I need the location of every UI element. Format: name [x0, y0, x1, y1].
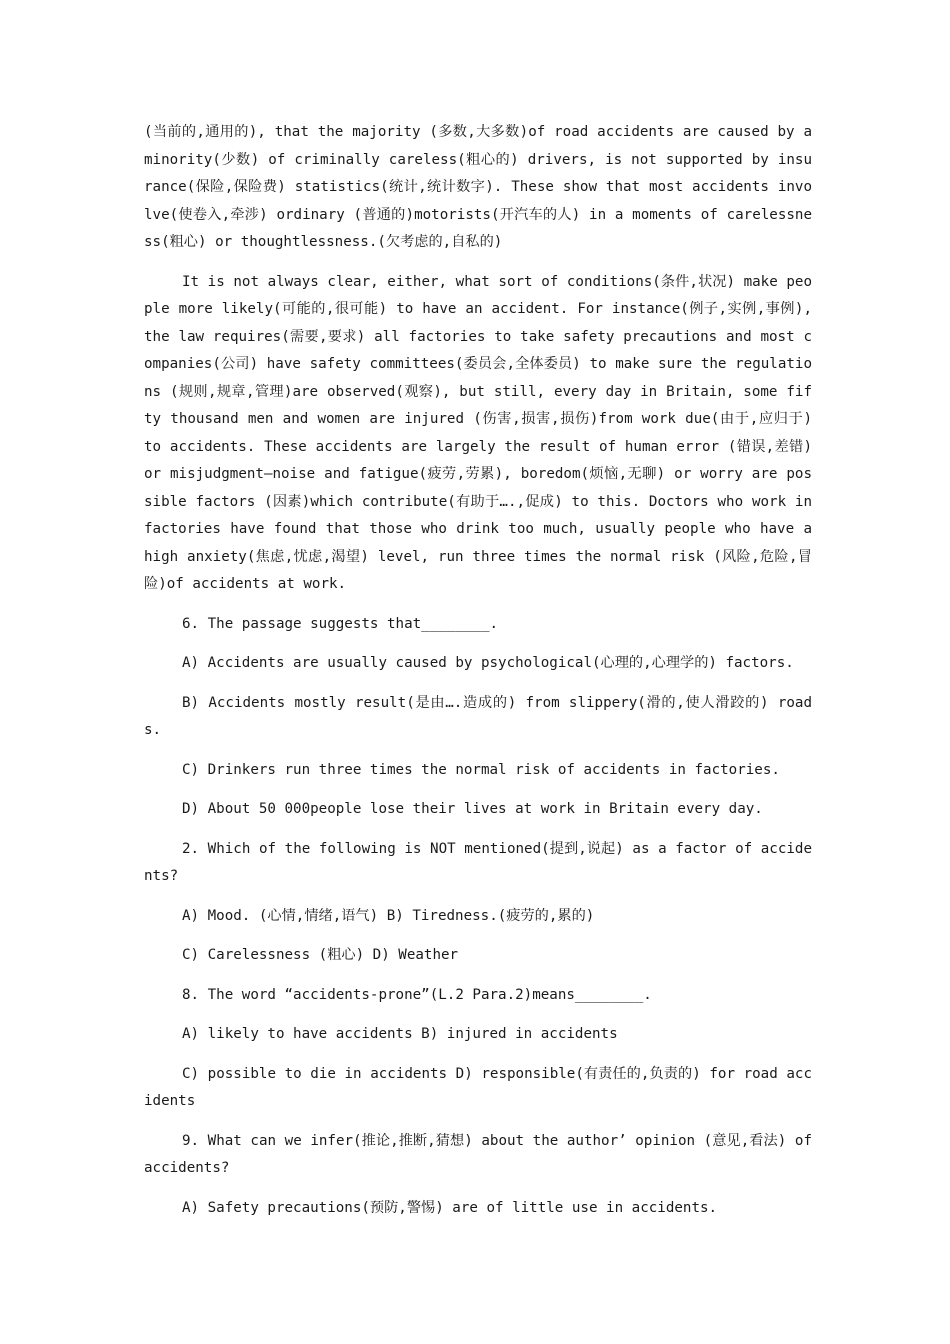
question-2: 2. Which of the following is NOT mentioned(提到,说起) as a factor of accidents? [144, 840, 812, 884]
question-8-options-ab: A) likely to have accidents B) injured in accidents [182, 1026, 618, 1042]
question-6-option-a: A) Accidents are usually caused by psychological(心理的,心理学的) factors. [182, 655, 794, 671]
question-6-option-d: D) About 50 000people lose their lives at work in Britain every day. [182, 801, 763, 817]
question-2-options-cd: C) Carelessness (粗心) D) Weather [182, 947, 459, 963]
question-8-options-cd: C) possible to die in accidents D) responsible(有责任的,负责的) for road accidents [144, 1065, 812, 1109]
question-9-option-a: A) Safety precautions(预防,警惕) are of little use in accidents. [182, 1199, 718, 1216]
question-9: 9. What can we infer(推论,推断,猜想) about the author’ opinion (意见,看法) of accidents? [144, 1132, 812, 1176]
paragraph-conditions: It is not always clear, either, what sort of conditions(条件,状况) make people more likely(可能的,很可能) to have an accident. For instance(例子,实例,事例), the law requires(需要,要求) all factories to take safety precautions and most companies(公司) have safety committees(委员会,全体委员) to make sure the regulations (规则,规章,管理)are observed(观察), but still, every day in Britain, some fifty thousand men and women are injured (伤害,损害,损伤)from work due(由于,应归于) to accidents. These accidents are largely the result of human error (错误,差错)or misjudgment—noise and fatigue(疲劳,劳累), boredom(烦恼,无聊) or worry are possible factors (因素)which contribute(有助于….,促成) to this. Doctors who work in factories have found that those who drink too much, usually people who have a high anxiety(焦虑,忧虑,渴望) level, run three times the normal risk (风险,危险,冒险)of accidents at work. [144, 273, 812, 592]
paragraph-intro: (当前的,通用的), that the majority (多数,大多数)of road accidents are caused by a minority(少数) of criminally careless(粗心的) drivers, is not supported by insurance(保险,保险费) statistics(统计,统计数字). These show that most accidents involve(使卷入,牵涉) ordinary (普通的)motorists(开汽车的人) in a moments of carelessness(粗心) or thoughtlessness.(欠考虑的,自私的) [144, 124, 812, 250]
question-6-option-c: C) Drinkers run three times the normal risk of accidents in factories. [182, 761, 780, 778]
document-body [144, 119, 812, 1234]
question-6: 6. The passage suggests that________. [182, 615, 499, 632]
question-2-options-ab: A) Mood. (心情,情绪,语气) B) Tiredness.(疲劳的,累的) [182, 907, 595, 924]
question-6-option-b: B) Accidents mostly result(是由….造成的) from slippery(滑的,使人滑跤的) roads. [144, 694, 812, 738]
question-8: 8. The word “accidents-prone”(L.2 Para.2)means________. [182, 986, 652, 1003]
